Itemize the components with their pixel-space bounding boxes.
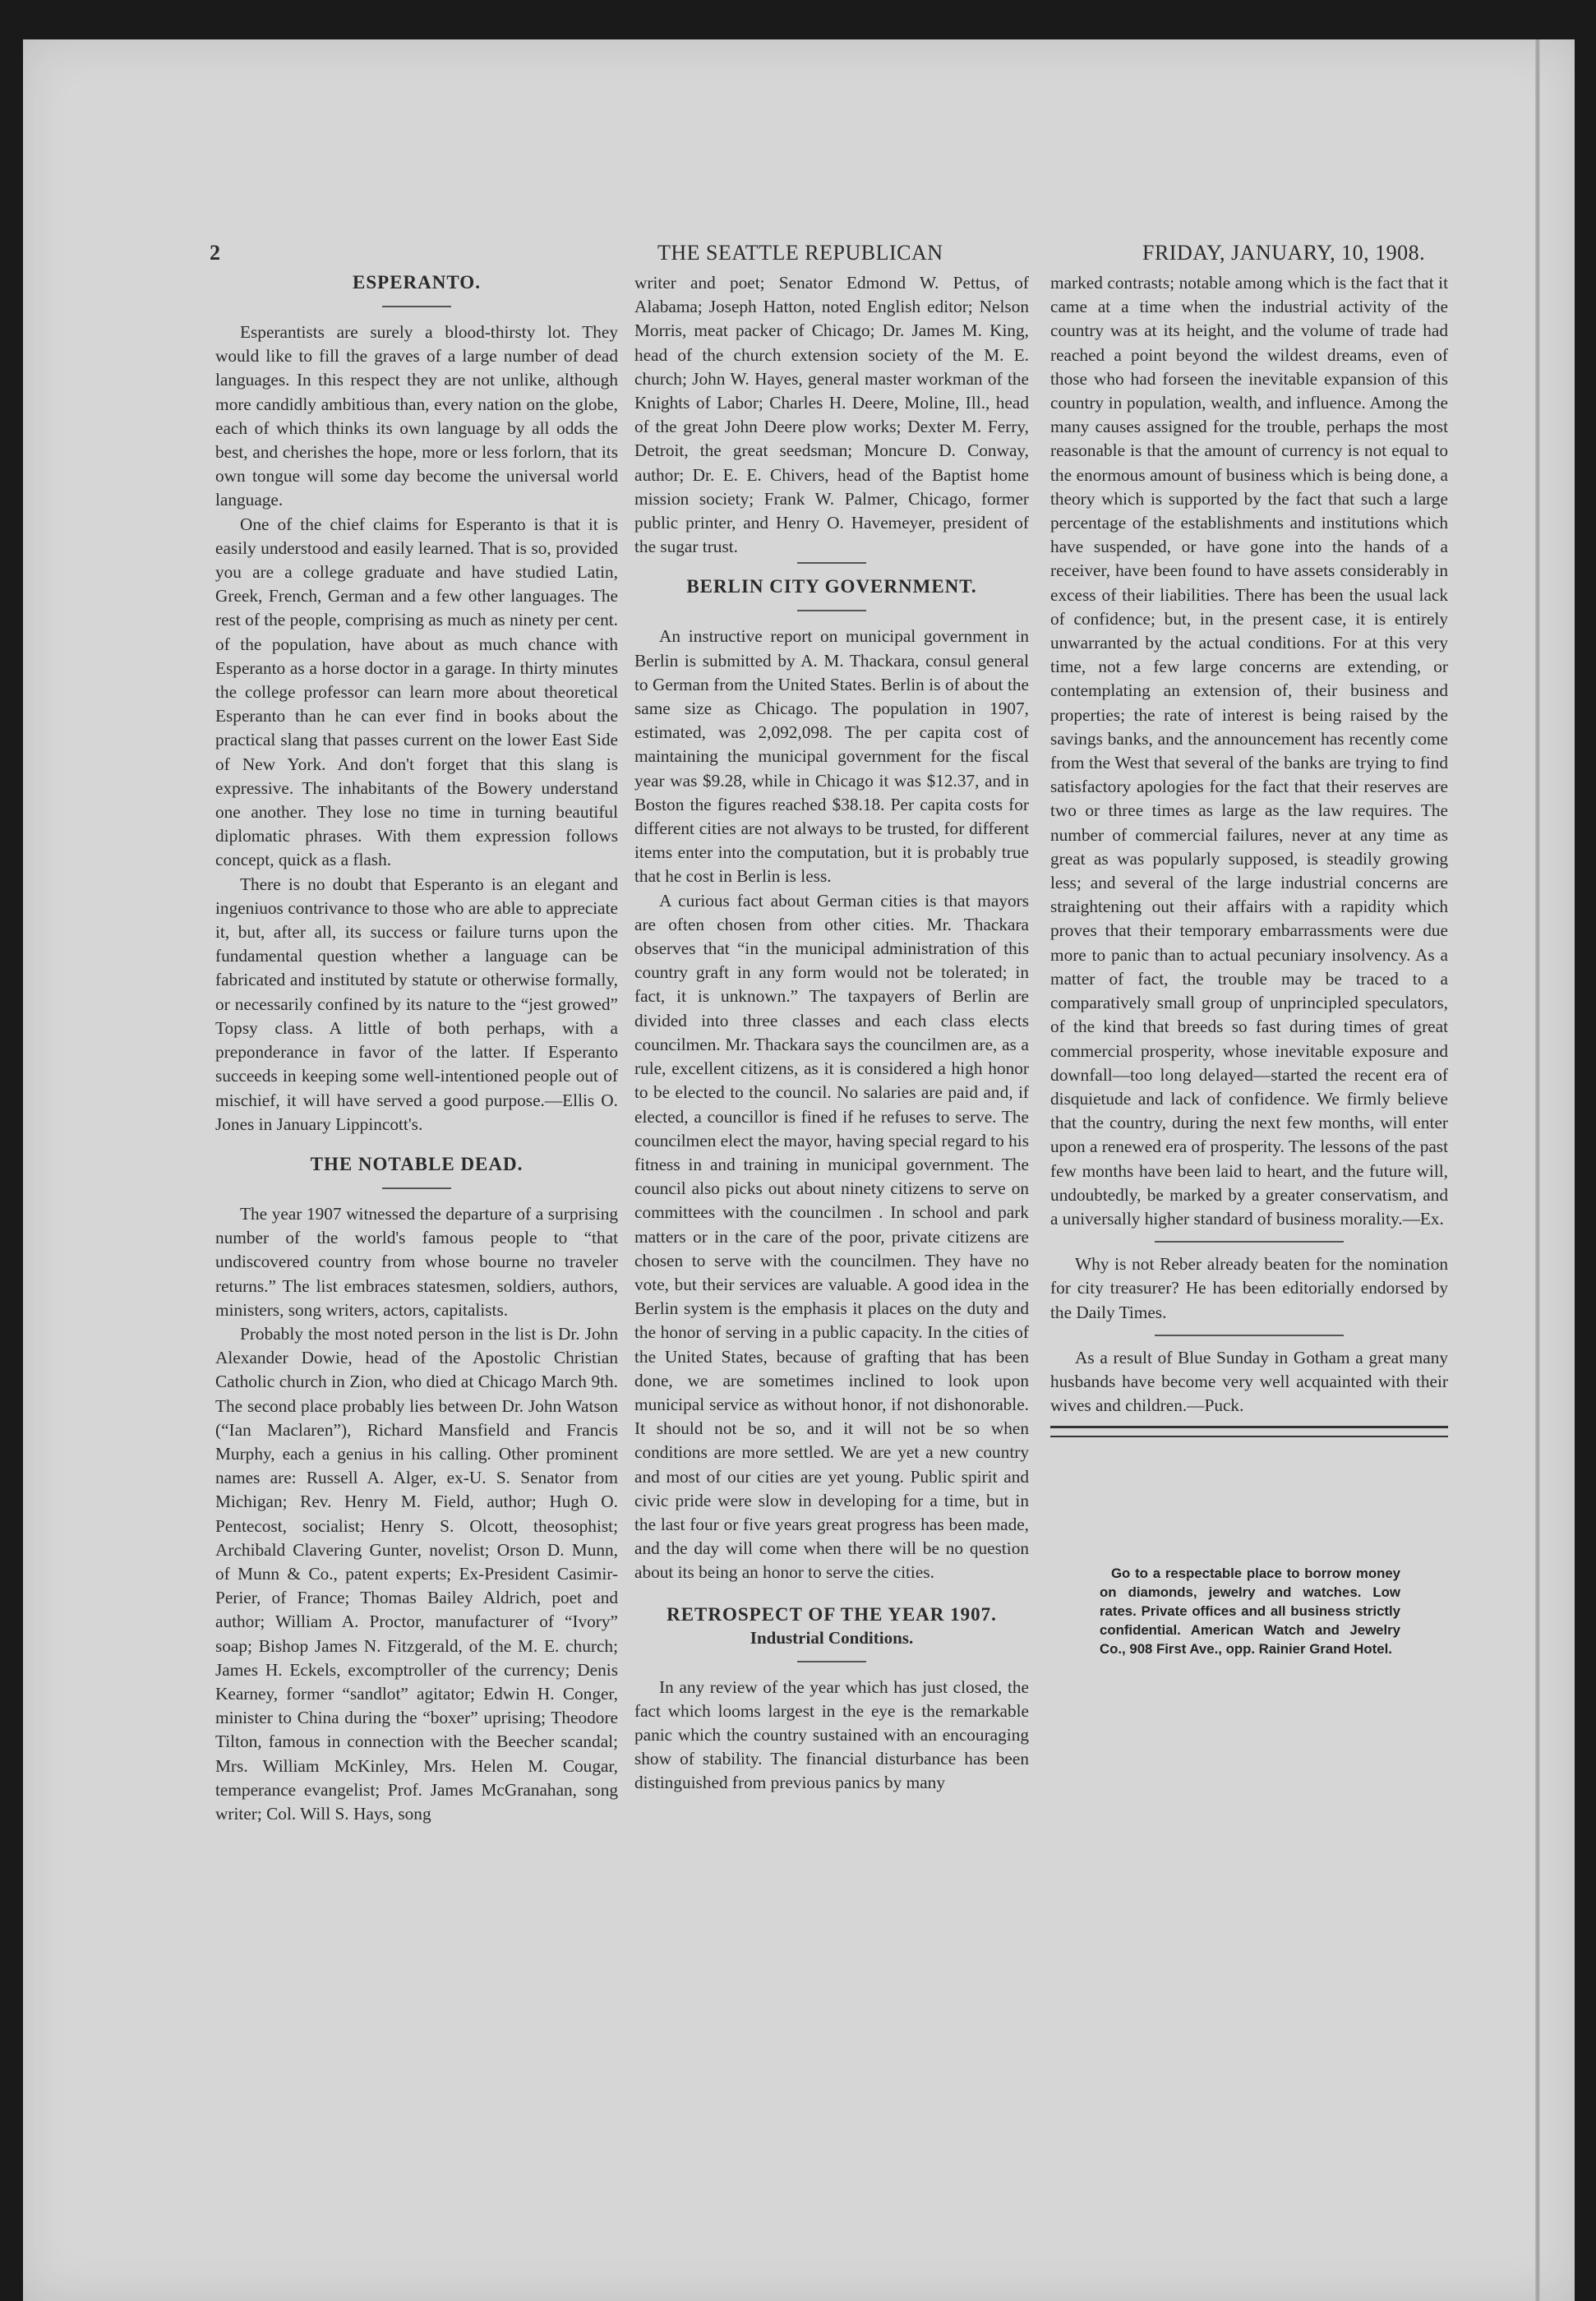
- article-notable-dead: [215, 1153, 618, 1826]
- column-1: [215, 271, 618, 1826]
- advertisement: [1100, 1564, 1400, 1658]
- item-separator: [1155, 1241, 1344, 1243]
- article-heading: ESPERANTO.: [353, 272, 481, 293]
- advertisement-text: Go to a respectable place to borrow money on diamonds, jewelry and watches. Low rates. Private offices and all business strictly confidential. American Watch and Jewelry Co., 908 First Ave., opp. Rainier Grand Hotel.: [1100, 1566, 1400, 1658]
- column-end-rule: [1050, 1426, 1448, 1437]
- article-paragraph: Esperantists are surely a blood-thirsty lot. They would like to fill the graves of a large number of dead languages. In this respect they are not unlike, although more candidly ambitious than, every nation on the globe, each of which thinks its own language by all odds the best, and cherishes the hope, more or less forlorn, that its own tongue will some day become the universal world language.: [215, 322, 618, 510]
- article-paragraph: An instructive report on municipal government in Berlin is submitted by A. M. Thackara, consul general to German from the United States. Berlin is of about the same size as Chicago. The population in 1907, estimated, was 2,092,098. The per capita cost of maintaining the municipal government for the fiscal year was $9.28, while in Chicago it was $12.37, and in Boston the figures reached $38.18. Per capita costs for different cities are not always to be trusted, for different items enter into the computation, but it is probably true that he cost in Berlin is less.: [634, 626, 1029, 887]
- news-item: As a result of Blue Sunday in Gotham a great many husbands have become very well acquainted with their wives and children.—Puck.: [1050, 1347, 1448, 1416]
- article-paragraph: In any review of the year which has just closed, the fact which looms largest in the eye is the remarkable panic which the country sustained with an encouraging show of stability. The financial disturbance has been distinguished from previous panics by many: [634, 1676, 1029, 1793]
- article-paragraph: Probably the most noted person in the list is Dr. John Alexander Dowie, head of the Apostolic Christian Catholic church in Zion, who died at Chicago March 9th. The second place probably lies between Dr. John Watson (“Ian Maclaren”), Richard Mansfield and Francis Murphy, each a genius in his calling. Other prominent names are: Russell A. Alger, ex-U. S. Senator from Michigan; Rev. Henry M. Field, author; Hugh O. Pentecost, socialist; Henry S. Olcott, theosophist; Archibald Clavering Gunter, novelist; Orson D. Munn, of Munn & Co., patent experts; Ex-President Casimir-Perier, of France; Thomas Bailey Aldrich, poet and author; William A. Proctor, manufacturer of “Ivory” soap; Bishop James N. Fitzgerald, of the M. E. church; James H. Eckels, excomptroller of the currency; Denis Kearney, former “sandlot” agitator; Edwin H. Conger, minister to China during the “boxer” uprising; Theodore Tilton, famous in connection with the Beecher scandal; Mrs. William McKinley, Mrs. Helen M. Cougar, temperance evangelist; Prof. James McGranahan, song writer; Col. Will S. Hays, song: [215, 1323, 618, 1824]
- article-paragraph: One of the chief claims for Esperanto is that it is easily understood and easily learned. That is so, provided you are a college graduate and have studied Latin, Greek, French, German and a few other languages. The rest of the people, comprising as much as ninety per cent. of the population, have about as much chance with Esperanto as a horse doctor in a garage. In thirty minutes the college professor can learn more about theoretical Esperanto than he can ever find in books about the practical slang that passes current on the lower East Side of New York. And don't forget that this slang is expressive. The inhabitants of the Bowery understand one another. They lose no time in turning beautiful diplomatic phrases. With them expression follows concept, quick as a flash.: [215, 514, 618, 870]
- article-paragraph: There is no doubt that Esperanto is an elegant and ingeniuos contrivance to those who are able to appreciate it, but, after all, its success or failure turns upon the fundamental question whether a language can be fabricated and instituted by statute or otherwise formally, or necessarily confined by its nature to the “jest growed” Topsy class. A little of both perhaps, with a preponderance in favor of the latter. If Esperanto succeeds in keeping some well-intentioned people out of mischief, it will have served a good purpose.—Ellis O. Jones in January Lippincott's.: [215, 874, 618, 1134]
- heading-rule: [382, 306, 451, 307]
- article-paragraph: The year 1907 witnessed the departure of a surprising number of the world's famous people to “that undiscovered country from whose bourne no traveler returns.” The list embraces statesmen, soldiers, authors, ministers, song writers, actors, capitalists.: [215, 1203, 618, 1320]
- heading-rule: [797, 1661, 866, 1662]
- article-retrospect: [634, 1603, 1029, 1796]
- article-subheading: Industrial Conditions.: [750, 1627, 914, 1648]
- masthead-title: THE SEATTLE REPUBLICAN: [657, 241, 943, 265]
- news-item: Why is not Reber already beaten for the nomination for city treasurer? He has been editorially endorsed by the Daily Times.: [1050, 1254, 1448, 1322]
- article-continuation: writer and poet; Senator Edmond W. Pettus, of Alabama; Joseph Hatton, noted English editor; Nelson Morris, meat packer of Chicago; Dr. James M. King, head of the church extension society of the M. E. church; John W. Hayes, general master workman of the Knights of Labor; Charles H. Deere, Moline, Ill., head of the great John Deere plow works; Dexter M. Ferry, Detroit, the great seedsman; Moncure D. Conway, author; Dr. E. E. Chivers, head of the Baptist home mission society; Frank W. Palmer, Chicago, former public printer, and Henry O. Havemeyer, president of the sugar trust.: [634, 273, 1029, 557]
- heading-rule: [382, 1187, 451, 1189]
- item-separator: [1155, 1335, 1344, 1336]
- heading-rule: [797, 610, 866, 611]
- page-number: 2: [210, 241, 220, 265]
- section-rule: [797, 562, 866, 564]
- article-heading: BERLIN CITY GOVERNMENT.: [686, 576, 977, 597]
- column-3: [1050, 271, 1448, 1658]
- masthead-date: FRIDAY, JANUARY, 10, 1908.: [1142, 241, 1426, 265]
- article-esperanto: [215, 271, 618, 1137]
- article-continuation: marked contrasts; notable among which is the fact that it came at a time when the industrial activity of the country was at its height, and the volume of trade had reached a point beyond the wildest dreams, even of those who had forseen the inevitable expansion of this country in population, wealth, and influence. Among the many causes assigned for the trouble, perhaps the most reasonable is that the amount of currency is not equal to the enormous amount of business which is being done, a theory which is supported by the fact that such a large percentage of the establishments and institutions which have suspended, or have gone into the hands of a receiver, have been found to have assets considerably in excess of their liabilities. There has been the usual lack of confidence; but, in the present case, it is entirely unwarranted by the actual conditions. For at this very time, not a few large concerns are extending, or contemplating an extension of, their business and properties; the rate of interest is being raised by the savings banks, and the announcement has recently come from the West that several of the banks are trying to find satisfactory apologies for the fact that their reserves are two or three times as large as the law requires. The number of commercial failures, never at any time as great as was popularly supposed, is steadily growing less; and several of the large industrial concerns are straightening out their affairs with a rapidity which proves that their temporary embarrassments were due more to panic than to actual pecuniary insolvency. As a matter of fact, the trouble may be traced to a comparatively small group of unprincipled speculators, of the kind that breeds so fast during times of great commercial prosperity, whose inevitable exposure and downfall—too long delayed—started the recent era of disquietude and lack of confidence. We firmly believe that the country, during the next few months, will enter upon a renewed era of prosperity. The lessons of the past few months have been laid to heart, and the future will, undoubtedly, be marked by a greater conservatism, and a universally higher standard of business morality.—Ex.: [1050, 273, 1448, 1229]
- article-heading: RETROSPECT OF THE YEAR 1907.: [667, 1603, 997, 1625]
- page-fold-edge: [1535, 39, 1540, 2301]
- article-berlin-city-government: [634, 575, 1029, 1584]
- article-heading: THE NOTABLE DEAD.: [310, 1153, 524, 1174]
- article-paragraph: A curious fact about German cities is that mayors are often chosen from other cities. Mr. Thackara observes that “in the municipal administration of this country graft in any form would not be tolerated; in fact, it is unknown.” The taxpayers of Berlin are divided into three classes and each class elects councilmen. Mr. Thackara says the councilmen are, as a rule, excellent citizens, as it is considered a high honor to be elected to the council. No salaries are paid and, if elected, a councillor is fined if he refuses to serve. The councilmen elect the mayor, having special regard to his fitness in and training in municipal government. The council also picks out about ninety citizens to serve on committees with the councilmen . In school and park matters or in the care of the poor, private citizens are chosen to serve with the councilmen. They have no vote, but their services are valuable. A good idea in the Berlin system is the emphasis it places on the duty and the honor of serving in a public capacity. In the cities of the United States, because of grafting that has been done, we are sometimes inclined to look upon municipal service as without honor, if not dishonorable. It should not be so, and it will not be so when conditions are more settled. We are yet a new country and most of our cities are yet young. Public spirit and civic pride were slow in developing for a time, but in the last four or five years great progress has been made, and the day will come when there will be no question about its being an honor to serve the cities.: [634, 890, 1029, 1583]
- column-2: [634, 271, 1029, 1796]
